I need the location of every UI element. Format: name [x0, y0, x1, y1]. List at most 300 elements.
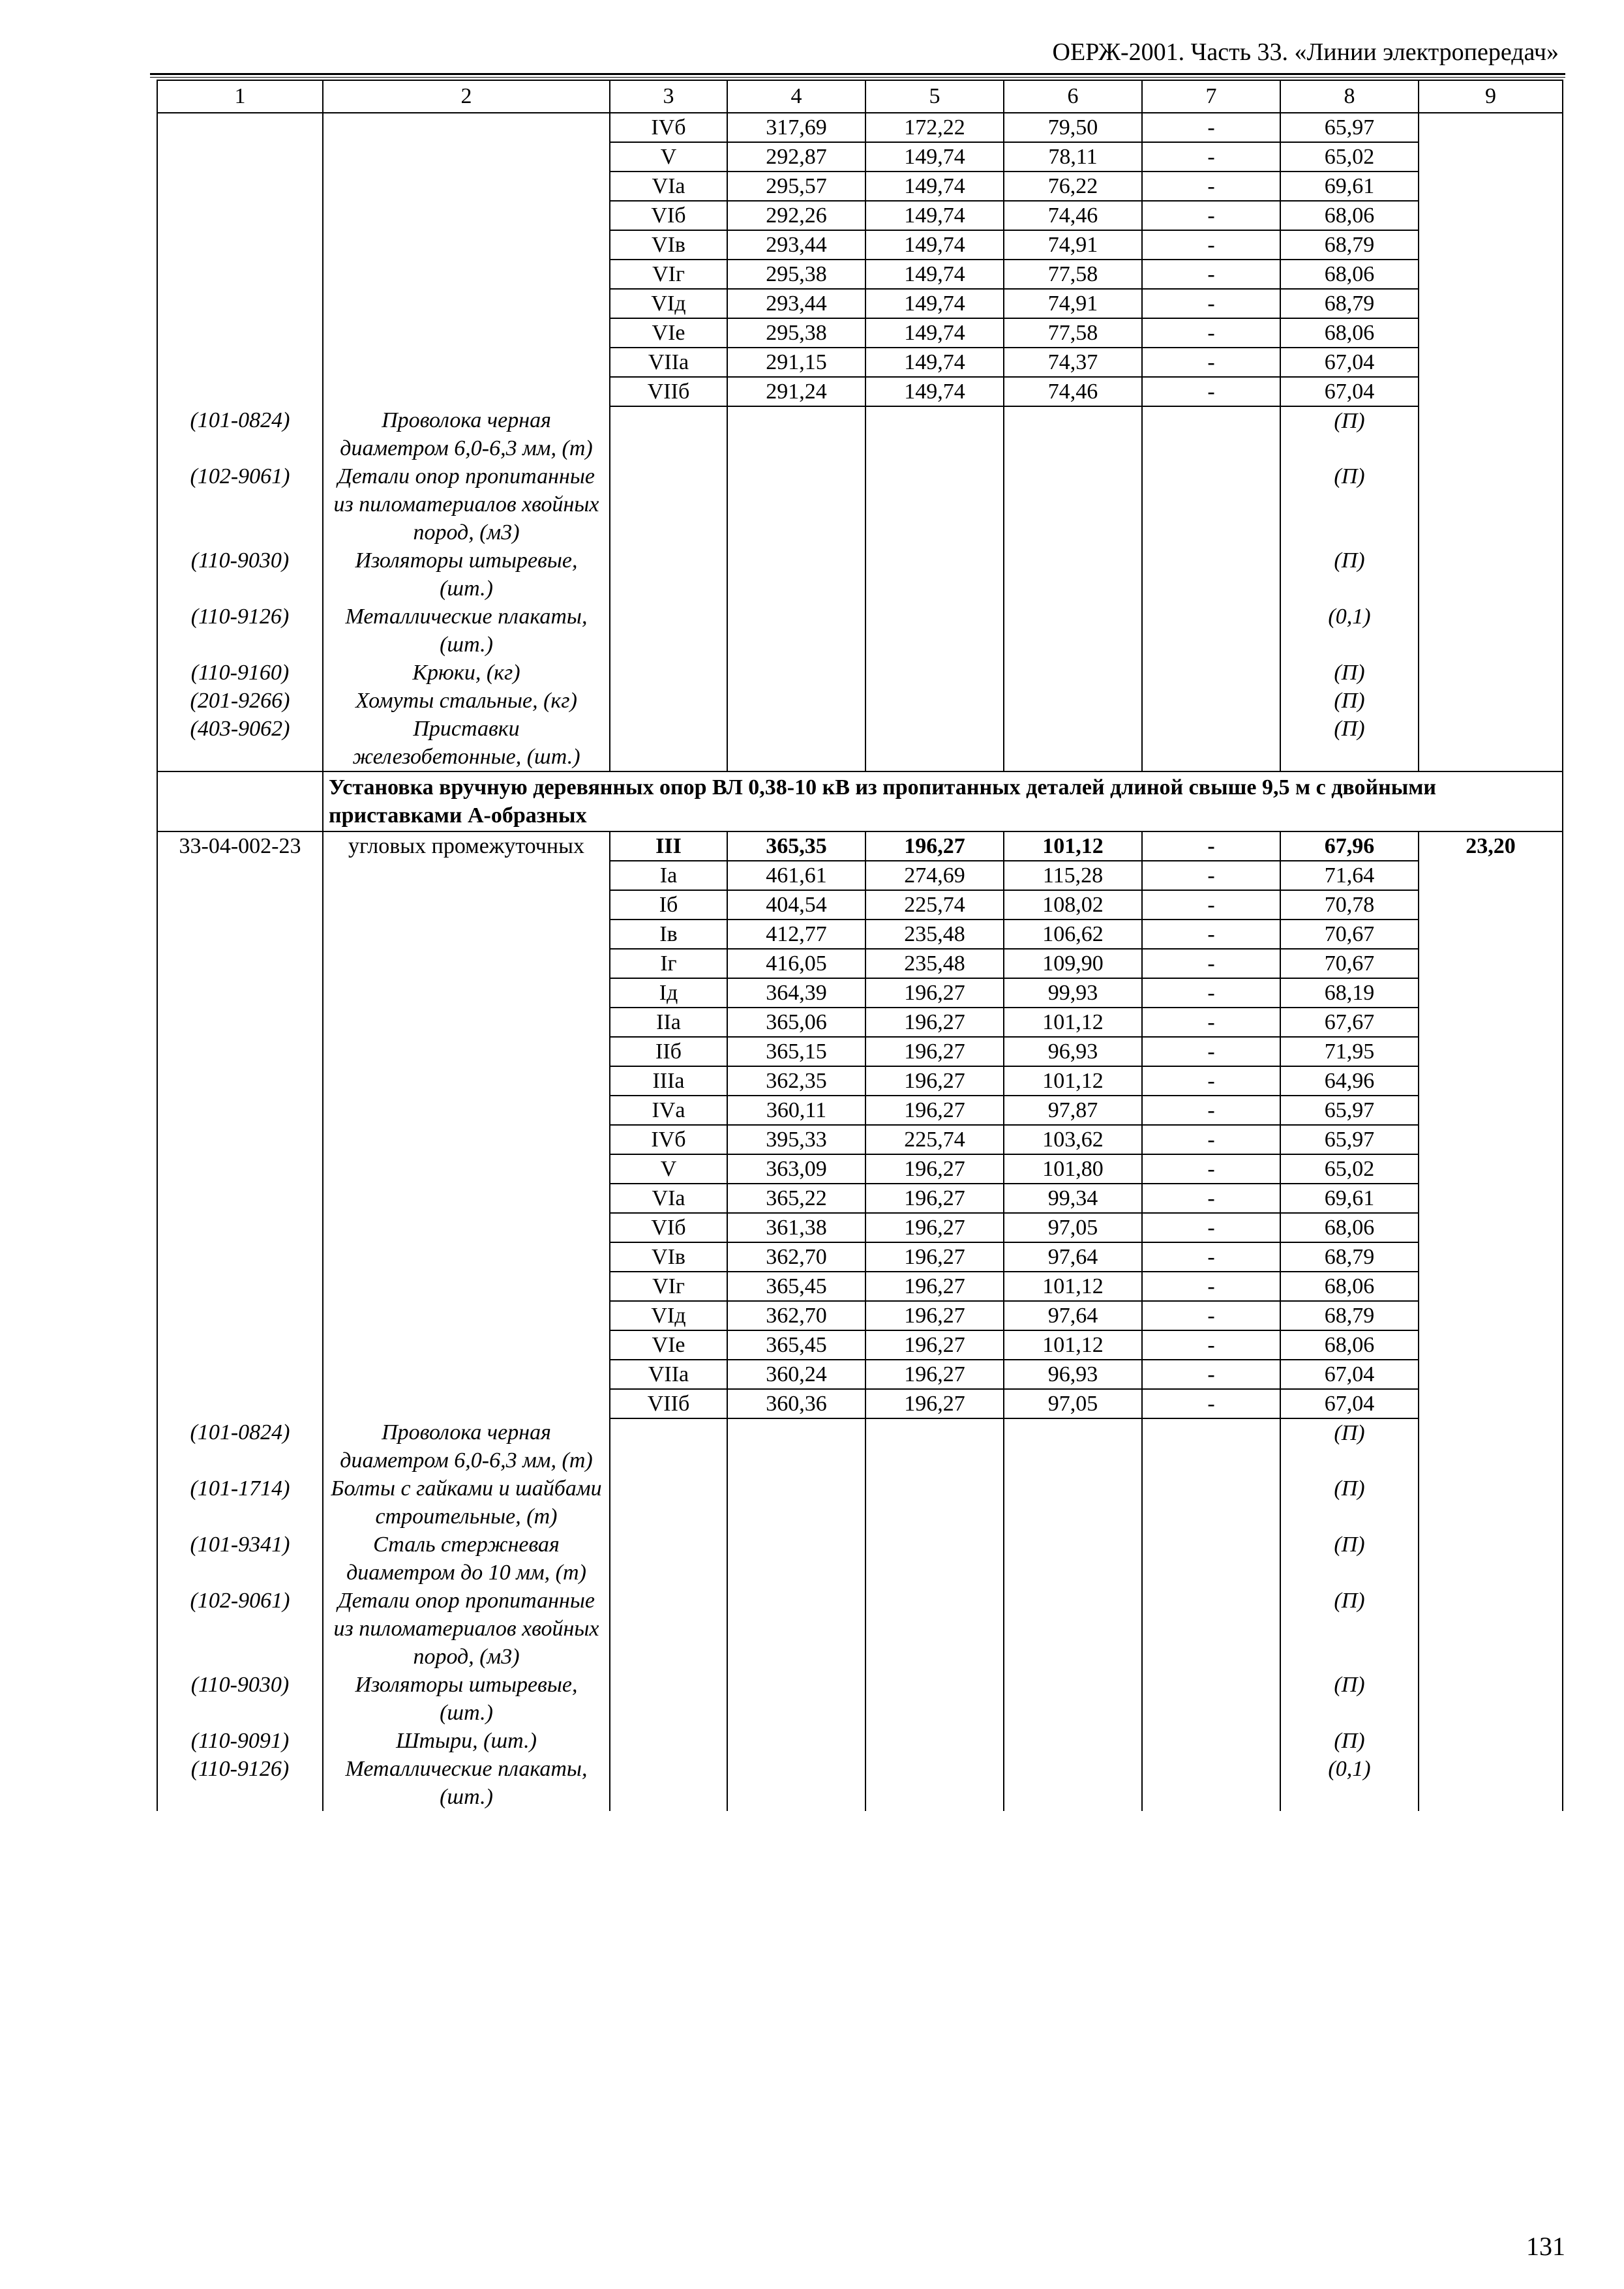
labor-cell: 235,48 [865, 920, 1004, 949]
labor-hours-cell [1419, 1008, 1563, 1037]
empty-cell [610, 1531, 727, 1587]
column-number: 5 [865, 80, 1004, 113]
resource-row [157, 546, 1563, 603]
empty-cell [865, 1587, 1004, 1671]
name-cell [323, 1037, 610, 1066]
table-row [157, 201, 1563, 230]
materials-cell: 70,78 [1280, 890, 1419, 920]
labor-hours-cell [1419, 377, 1563, 406]
resource-name: Приставки железобетонные, (шт.) [323, 715, 610, 771]
labor-hours-cell [1419, 1096, 1563, 1125]
materials-cell: 65,97 [1280, 113, 1419, 142]
labor-hours-cell [1419, 1301, 1563, 1330]
driver-cell: - [1142, 318, 1280, 348]
empty-cell [1419, 659, 1563, 687]
machine-cell: 96,93 [1004, 1360, 1142, 1389]
total-cost-cell: 365,22 [727, 1184, 865, 1213]
table-row [157, 1360, 1563, 1389]
code-cell [157, 1389, 323, 1418]
resource-code: (101-9341) [157, 1531, 323, 1587]
column-number: 1 [157, 80, 323, 113]
empty-cell [865, 1755, 1004, 1811]
region-cell: IVа [610, 1096, 727, 1125]
region-cell: IVб [610, 113, 727, 142]
machine-cell: 99,34 [1004, 1184, 1142, 1213]
empty-cell [610, 462, 727, 546]
empty-cell [727, 1587, 865, 1671]
code-cell [157, 377, 323, 406]
machine-cell: 108,02 [1004, 890, 1142, 920]
labor-cell: 149,74 [865, 142, 1004, 172]
materials-cell: 65,97 [1280, 1096, 1419, 1125]
resource-code: (110-9030) [157, 546, 323, 603]
machine-cell: 74,91 [1004, 230, 1142, 260]
resource-name: Детали опор пропитанные из пиломатериалов хвойных пород, (м3) [323, 462, 610, 546]
table-row-main [157, 831, 1563, 861]
empty-cell [610, 1474, 727, 1531]
code-cell [157, 1272, 323, 1301]
table-row [157, 1389, 1563, 1418]
resource-row [157, 462, 1563, 546]
total-cost-cell: 395,33 [727, 1125, 865, 1154]
empty-cell [727, 687, 865, 715]
region-cell: Iа [610, 861, 727, 890]
resource-quantity: (П) [1280, 406, 1419, 462]
resource-quantity: (П) [1280, 1418, 1419, 1474]
machine-cell: 101,80 [1004, 1154, 1142, 1184]
labor-hours-cell [1419, 949, 1563, 978]
materials-cell: 68,06 [1280, 1272, 1419, 1301]
total-cost-cell: 416,05 [727, 949, 865, 978]
code-cell [157, 230, 323, 260]
empty-cell [865, 1727, 1004, 1755]
empty-cell [865, 1418, 1004, 1474]
labor-cell: 196,27 [865, 1154, 1004, 1184]
name-cell [323, 978, 610, 1008]
machine-cell: 106,62 [1004, 920, 1142, 949]
empty-cell [157, 771, 323, 831]
labor-cell: 149,74 [865, 260, 1004, 289]
materials-cell: 68,06 [1280, 1213, 1419, 1242]
labor-cell: 149,74 [865, 318, 1004, 348]
resource-row [157, 1755, 1563, 1811]
empty-cell [727, 1727, 865, 1755]
rates-table [157, 80, 1563, 1811]
table-row [157, 1096, 1563, 1125]
labor-hours-cell [1419, 230, 1563, 260]
empty-cell [1004, 715, 1142, 771]
resource-code: (110-9126) [157, 1755, 323, 1811]
column-number: 2 [323, 80, 610, 113]
labor-cell: 196,27 [865, 1184, 1004, 1213]
empty-cell [1142, 406, 1280, 462]
code-cell [157, 1184, 323, 1213]
page-header: ОЕРЖ-2001. Часть 33. «Линии электропередач» [1052, 38, 1559, 66]
total-cost-cell: 317,69 [727, 113, 865, 142]
table-row [157, 920, 1563, 949]
resource-row [157, 1671, 1563, 1727]
labor-cell: 196,27 [865, 1389, 1004, 1418]
resource-quantity: (П) [1280, 1474, 1419, 1531]
labor-cell: 196,27 [865, 1242, 1004, 1272]
name-cell [323, 1272, 610, 1301]
driver-cell: - [1142, 230, 1280, 260]
section-title: Установка вручную деревянных опор ВЛ 0,38-10 кВ из пропитанных деталей длиной свыше 9,5 м с двойными приставками А-образных [323, 771, 1563, 831]
region-cell: VIд [610, 289, 727, 318]
name-cell [323, 920, 610, 949]
resource-quantity: (П) [1280, 687, 1419, 715]
total-cost-cell: 291,15 [727, 348, 865, 377]
empty-cell [865, 1671, 1004, 1727]
empty-cell [1004, 1474, 1142, 1531]
total-cost-cell: 361,38 [727, 1213, 865, 1242]
name-cell [323, 1213, 610, 1242]
empty-cell [610, 1727, 727, 1755]
labor-cell: 149,74 [865, 289, 1004, 318]
code-cell [157, 1125, 323, 1154]
table-row [157, 260, 1563, 289]
empty-cell [1419, 1727, 1563, 1755]
total-cost-cell: 295,38 [727, 260, 865, 289]
name-cell [323, 1360, 610, 1389]
machine-cell: 99,93 [1004, 978, 1142, 1008]
resource-quantity: (П) [1280, 462, 1419, 546]
table-row [157, 978, 1563, 1008]
name-cell [323, 1008, 610, 1037]
name-cell [323, 348, 610, 377]
resource-code: (110-9126) [157, 603, 323, 659]
machine-cell: 76,22 [1004, 172, 1142, 201]
resource-quantity: (П) [1280, 1727, 1419, 1755]
empty-cell [727, 1418, 865, 1474]
empty-cell [1419, 1474, 1563, 1531]
name-cell [323, 113, 610, 142]
empty-cell [727, 1671, 865, 1727]
driver-cell: - [1142, 1272, 1280, 1301]
total-cost-cell: 365,06 [727, 1008, 865, 1037]
empty-cell [1419, 687, 1563, 715]
driver-cell: - [1142, 1096, 1280, 1125]
materials-cell: 65,02 [1280, 1154, 1419, 1184]
region-cell: IIIа [610, 1066, 727, 1096]
materials-cell: 68,19 [1280, 978, 1419, 1008]
region-cell: VIа [610, 172, 727, 201]
resource-row [157, 659, 1563, 687]
empty-cell [1142, 1418, 1280, 1474]
empty-cell [610, 1671, 727, 1727]
driver-cell: - [1142, 861, 1280, 890]
labor-hours-cell [1419, 1242, 1563, 1272]
empty-cell [865, 659, 1004, 687]
machine-cell: 101,12 [1004, 831, 1142, 861]
resource-name: Изоляторы штыревые, (шт.) [323, 546, 610, 603]
machine-cell: 97,64 [1004, 1242, 1142, 1272]
labor-hours-cell [1419, 1272, 1563, 1301]
driver-cell: - [1142, 978, 1280, 1008]
labor-hours-cell [1419, 920, 1563, 949]
table-row [157, 230, 1563, 260]
empty-cell [1004, 1587, 1142, 1671]
total-cost-cell: 293,44 [727, 289, 865, 318]
resource-name: Проволока черная диаметром 6,0-6,3 мм, (т) [323, 1418, 610, 1474]
name-cell [323, 1184, 610, 1213]
resource-quantity: (П) [1280, 659, 1419, 687]
empty-cell [727, 1531, 865, 1587]
driver-cell: - [1142, 890, 1280, 920]
labor-hours-cell [1419, 978, 1563, 1008]
region-cell: VIе [610, 318, 727, 348]
empty-cell [610, 546, 727, 603]
region-cell: IIб [610, 1037, 727, 1066]
region-cell: VIе [610, 1330, 727, 1360]
empty-cell [1419, 406, 1563, 462]
resource-name: Металлические плакаты, (шт.) [323, 1755, 610, 1811]
materials-cell: 67,04 [1280, 1360, 1419, 1389]
machine-cell: 101,12 [1004, 1008, 1142, 1037]
resource-row [157, 406, 1563, 462]
empty-cell [610, 687, 727, 715]
empty-cell [727, 1755, 865, 1811]
region-cell: Iв [610, 920, 727, 949]
driver-cell: - [1142, 1184, 1280, 1213]
empty-cell [865, 603, 1004, 659]
empty-cell [1419, 1418, 1563, 1474]
resource-name: Штыри, (шт.) [323, 1727, 610, 1755]
labor-hours-cell [1419, 1184, 1563, 1213]
empty-cell [1004, 406, 1142, 462]
resource-quantity: (0,1) [1280, 603, 1419, 659]
resource-code: (101-0824) [157, 406, 323, 462]
code-cell [157, 1242, 323, 1272]
code-cell [157, 1008, 323, 1037]
labor-hours-cell [1419, 348, 1563, 377]
driver-cell: - [1142, 113, 1280, 142]
resource-quantity: (П) [1280, 546, 1419, 603]
empty-cell [727, 659, 865, 687]
machine-cell: 79,50 [1004, 113, 1142, 142]
empty-cell [610, 603, 727, 659]
resource-code: (403-9062) [157, 715, 323, 771]
resource-code: (102-9061) [157, 462, 323, 546]
resource-code: (110-9030) [157, 1671, 323, 1727]
machine-cell: 97,05 [1004, 1213, 1142, 1242]
labor-cell: 196,27 [865, 1096, 1004, 1125]
resource-row [157, 1587, 1563, 1671]
total-cost-cell: 362,35 [727, 1066, 865, 1096]
labor-cell: 235,48 [865, 949, 1004, 978]
table-row [157, 1125, 1563, 1154]
labor-hours-cell [1419, 890, 1563, 920]
total-cost-cell: 362,70 [727, 1301, 865, 1330]
materials-cell: 68,79 [1280, 230, 1419, 260]
labor-cell: 196,27 [865, 1301, 1004, 1330]
resource-name: Металлические плакаты, (шт.) [323, 603, 610, 659]
machine-cell: 101,12 [1004, 1330, 1142, 1360]
labor-hours-cell [1419, 1389, 1563, 1418]
region-cell: Iг [610, 949, 727, 978]
driver-cell: - [1142, 1154, 1280, 1184]
labor-hours-cell [1419, 1154, 1563, 1184]
name-cell [323, 1330, 610, 1360]
total-cost-cell: 360,24 [727, 1360, 865, 1389]
labor-hours-cell [1419, 318, 1563, 348]
empty-cell [1142, 603, 1280, 659]
code-cell [157, 172, 323, 201]
column-number: 7 [1142, 80, 1280, 113]
column-number: 4 [727, 80, 865, 113]
name-cell [323, 377, 610, 406]
code-cell [157, 1037, 323, 1066]
machine-cell: 97,05 [1004, 1389, 1142, 1418]
machine-cell: 77,58 [1004, 260, 1142, 289]
driver-cell: - [1142, 377, 1280, 406]
total-cost-cell: 365,15 [727, 1037, 865, 1066]
machine-cell: 74,46 [1004, 201, 1142, 230]
labor-cell: 149,74 [865, 377, 1004, 406]
machine-cell: 109,90 [1004, 949, 1142, 978]
driver-cell: - [1142, 831, 1280, 861]
total-cost-cell: 291,24 [727, 377, 865, 406]
code-cell [157, 978, 323, 1008]
resource-code: (110-9160) [157, 659, 323, 687]
code-cell [157, 348, 323, 377]
empty-cell [1004, 1755, 1142, 1811]
driver-cell: - [1142, 1008, 1280, 1037]
resource-code: (101-1714) [157, 1474, 323, 1531]
total-cost-cell: 365,35 [727, 831, 865, 861]
machine-cell: 101,12 [1004, 1066, 1142, 1096]
driver-cell: - [1142, 1242, 1280, 1272]
resource-row [157, 1531, 1563, 1587]
resource-quantity: (0,1) [1280, 1755, 1419, 1811]
empty-cell [1419, 715, 1563, 771]
code-cell [157, 1154, 323, 1184]
resource-code: (201-9266) [157, 687, 323, 715]
code-cell [157, 920, 323, 949]
empty-cell [1004, 659, 1142, 687]
region-cell: VIб [610, 201, 727, 230]
code-cell [157, 113, 323, 142]
materials-cell: 68,06 [1280, 201, 1419, 230]
materials-cell: 68,79 [1280, 1242, 1419, 1272]
column-number: 8 [1280, 80, 1419, 113]
labor-cell: 196,27 [865, 1037, 1004, 1066]
materials-cell: 64,96 [1280, 1066, 1419, 1096]
empty-cell [1142, 1587, 1280, 1671]
code-cell [157, 1096, 323, 1125]
name-cell [323, 1242, 610, 1272]
code-cell [157, 1066, 323, 1096]
labor-hours-cell [1419, 201, 1563, 230]
empty-cell [1004, 1671, 1142, 1727]
machine-cell: 97,64 [1004, 1301, 1142, 1330]
labor-cell: 196,27 [865, 1066, 1004, 1096]
labor-hours-cell [1419, 861, 1563, 890]
materials-cell: 65,02 [1280, 142, 1419, 172]
region-cell: Iб [610, 890, 727, 920]
labor-hours-cell [1419, 289, 1563, 318]
materials-cell: 69,61 [1280, 1184, 1419, 1213]
region-cell: VIIб [610, 1389, 727, 1418]
machine-cell: 77,58 [1004, 318, 1142, 348]
header-rule [150, 73, 1565, 78]
region-cell: VIг [610, 260, 727, 289]
materials-cell: 67,04 [1280, 377, 1419, 406]
labor-hours-cell [1419, 1037, 1563, 1066]
empty-cell [865, 546, 1004, 603]
empty-cell [727, 546, 865, 603]
table-row [157, 142, 1563, 172]
empty-cell [1142, 1755, 1280, 1811]
materials-cell: 68,79 [1280, 289, 1419, 318]
materials-cell: 71,95 [1280, 1037, 1419, 1066]
name-cell [323, 1389, 610, 1418]
region-cell: IVб [610, 1125, 727, 1154]
materials-cell: 67,04 [1280, 1389, 1419, 1418]
code-cell [157, 861, 323, 890]
code-cell [157, 289, 323, 318]
total-cost-cell: 295,57 [727, 172, 865, 201]
driver-cell: - [1142, 949, 1280, 978]
code-cell [157, 949, 323, 978]
labor-cell: 196,27 [865, 1330, 1004, 1360]
empty-cell [1419, 462, 1563, 546]
name-cell [323, 1125, 610, 1154]
empty-cell [1419, 603, 1563, 659]
resource-quantity: (П) [1280, 1587, 1419, 1671]
page-number: 131 [1526, 2232, 1565, 2261]
total-cost-cell: 292,87 [727, 142, 865, 172]
resource-quantity: (П) [1280, 1531, 1419, 1587]
labor-hours-cell [1419, 142, 1563, 172]
empty-cell [1004, 1531, 1142, 1587]
empty-cell [610, 1755, 727, 1811]
machine-cell: 74,91 [1004, 289, 1142, 318]
table-row [157, 289, 1563, 318]
region-cell: VIIб [610, 377, 727, 406]
table-row [157, 348, 1563, 377]
driver-cell: - [1142, 142, 1280, 172]
column-number: 9 [1419, 80, 1563, 113]
labor-cell: 196,27 [865, 1008, 1004, 1037]
empty-cell [1419, 1671, 1563, 1727]
region-cell: Iд [610, 978, 727, 1008]
column-number-row [157, 80, 1563, 113]
resource-name: Детали опор пропитанные из пиломатериалов хвойных пород, (м3) [323, 1587, 610, 1671]
empty-cell [865, 715, 1004, 771]
total-cost-cell: 362,70 [727, 1242, 865, 1272]
empty-cell [610, 715, 727, 771]
machine-cell: 115,28 [1004, 861, 1142, 890]
empty-cell [1142, 546, 1280, 603]
name-cell [323, 861, 610, 890]
empty-cell [1004, 687, 1142, 715]
labor-cell: 149,74 [865, 201, 1004, 230]
resource-name: Хомуты стальные, (кг) [323, 687, 610, 715]
empty-cell [865, 406, 1004, 462]
region-cell: VIIа [610, 1360, 727, 1389]
materials-cell: 68,06 [1280, 260, 1419, 289]
name-cell [323, 289, 610, 318]
materials-cell: 68,79 [1280, 1301, 1419, 1330]
driver-cell: - [1142, 1213, 1280, 1242]
labor-hours-cell [1419, 172, 1563, 201]
labor-hours-cell [1419, 1360, 1563, 1389]
labor-hours-cell: 23,20 [1419, 831, 1563, 861]
driver-cell: - [1142, 172, 1280, 201]
resource-code: (102-9061) [157, 1587, 323, 1671]
driver-cell: - [1142, 289, 1280, 318]
